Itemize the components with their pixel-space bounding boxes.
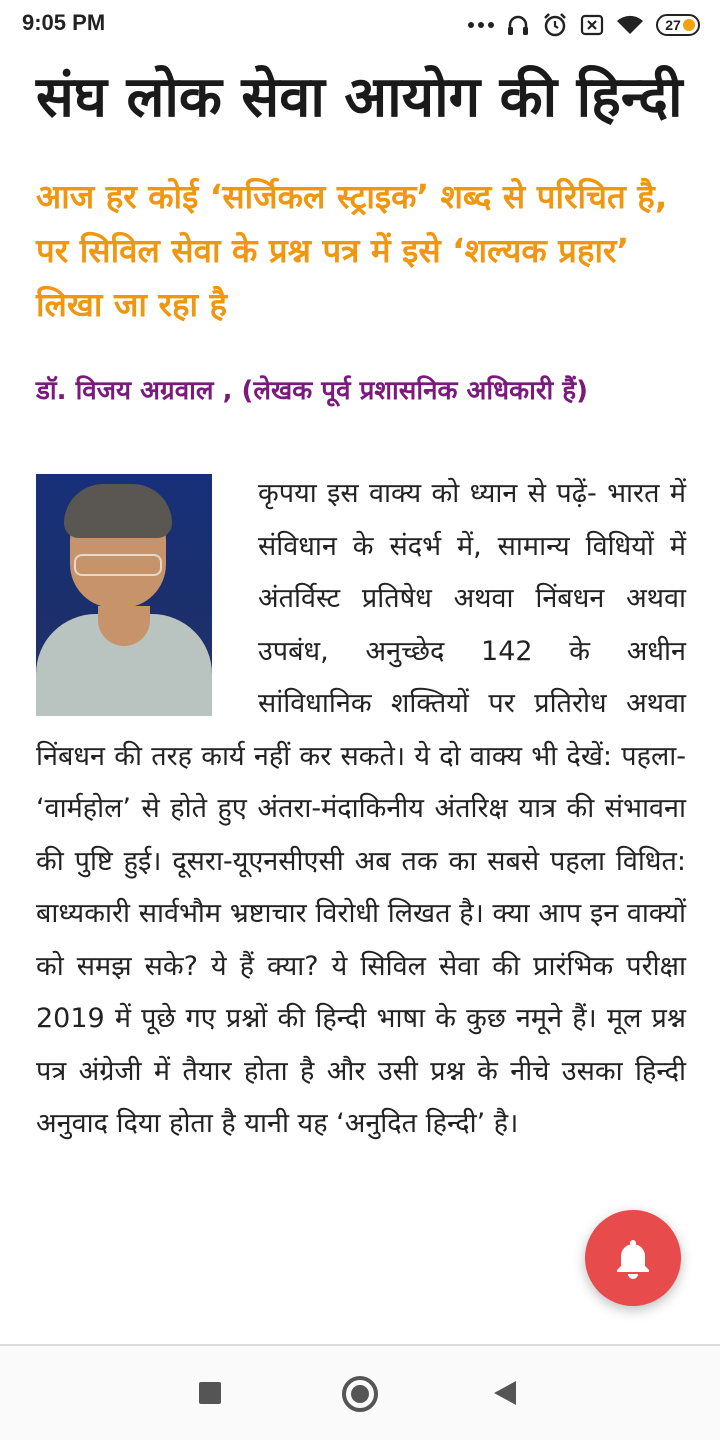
notification-button[interactable] <box>585 1210 681 1306</box>
sim-off-icon <box>580 14 604 36</box>
battery-indicator <box>656 14 700 36</box>
article-subtitle: आज हर कोई ‘सर्जिकल स्ट्राइक’ शब्द से परिचित है, पर सिविल सेवा के प्रश्न पत्र में इसे ‘शल्यक प्रहार’ लिखा जा रहा है <box>36 177 668 324</box>
alarm-icon <box>542 12 568 38</box>
article-content <box>36 52 686 1151</box>
home-circle-icon[interactable] <box>342 1376 378 1412</box>
back-triangle-icon[interactable] <box>494 1381 516 1405</box>
recents-square-icon[interactable] <box>199 1382 221 1404</box>
article-title: संघ लोक सेवा आयोग की हिन्दी <box>36 65 683 130</box>
status-bar <box>0 0 720 52</box>
status-icons <box>468 10 700 40</box>
author-byline: डॉ. विजय अग्रवाल , (लेखक पूर्व प्रशासनिक अधिकारी हैं) <box>36 376 588 406</box>
status-time: 9:05 PM <box>22 10 106 35</box>
article-body-container <box>36 468 686 1151</box>
wifi-icon <box>616 14 644 36</box>
system-nav-bar <box>0 1346 720 1440</box>
more-dots-icon <box>468 21 494 29</box>
author-photo <box>36 474 212 716</box>
bell-icon <box>609 1234 657 1282</box>
battery-level: 27 <box>665 17 681 33</box>
article-body: कृपया इस वाक्य को ध्यान से पढ़ें- भारत में संविधान के संदर्भ में, सामान्य विधियों में अंतर्विस्ट प्रतिषेध अथवा निंबधन अथवा उपबंध, अनुच्छेद 142 के अधीन सांविधानिक शक्तियों पर प्रतिरोध अथवा निंबधन की तरह कार्य नहीं कर सकते। ये दो वाक्य भी देखें: पहला- ‘वार्महोल’ से होते हुए अंतरा-मंदाकिनीय अंतरिक्ष यात्र की संभावना की पुष्टि हुई। दूसरा-यूएनसीएसी अब तक का सबसे पहला विधित: बाध्यकारी सार्वभौम भ्रष्टाचार विरोधी लिखत है। क्या आप इन वाक्यों को समझ सके? ये हैं क्या? ये सिविल सेवा की प्रारंभिक परीक्षा 2019 में पूछे गए प्रश्नों की हिन्दी भाषा के कुछ नमूने हैं। मूल प्रश्न पत्र अंग्रेजी में तैयार होता है और उसी प्रश्न के नीचे उसका हिन्दी अनुवाद दिया होता है यानी यह ‘अनुदित हिन्दी’ है। <box>36 478 686 1139</box>
headphones-icon <box>506 13 530 37</box>
